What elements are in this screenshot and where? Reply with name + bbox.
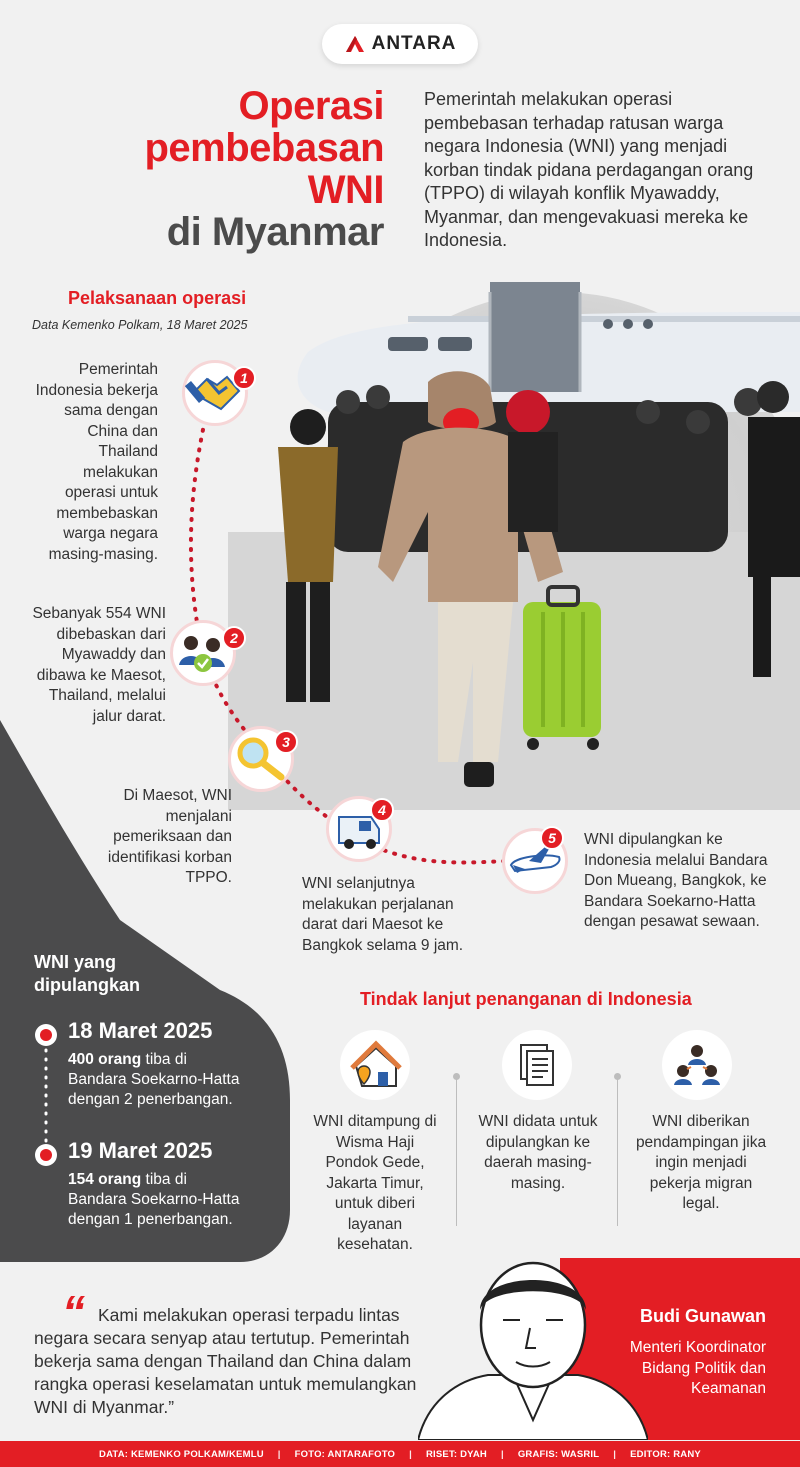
return-date-2: 19 Maret 2025 — [68, 1138, 213, 1163]
step-1-number: 1 — [232, 366, 256, 390]
step-5-text: WNI dipulangkan ke Indonesia melalui Bandara Don Mueang, Bangkok, ke Bandara Soekarno-Hatta dengan pesawat sewaan. — [584, 831, 768, 930]
timeline-dot-2 — [35, 1144, 57, 1166]
step-2-text: Sebanyak 554 WNI dibebaskan dari Myawaddy dan dibawa ke Maesot, Thailand, melalui jalur darat. — [32, 605, 166, 725]
return-count-1: 400 orang — [68, 1051, 142, 1068]
credit-editor: EDITOR: RANY — [630, 1448, 701, 1460]
credit-research: RISET: DYAH — [425, 1448, 487, 1460]
followup-1-text: WNI ditampung di Wisma Haji Pondok Gede, Jakarta Timur, untuk diberi layanan kesehatan. — [313, 1113, 437, 1253]
return-desc-1-line-1: tiba di — [141, 1051, 187, 1068]
followup-3-icon-circle — [662, 1030, 732, 1100]
credit-separator: | — [409, 1448, 412, 1460]
title-line-3: WNI — [307, 168, 384, 212]
followup-divider-1 — [456, 1076, 457, 1226]
credit-photo: FOTO: ANTARAFOTO — [294, 1448, 396, 1460]
documents-icon — [507, 1035, 567, 1095]
followup-section-title: Tindak lanjut penanganan di Indonesia — [360, 989, 692, 1009]
step-5-number: 5 — [540, 826, 564, 850]
quote-mark: “ — [62, 1286, 85, 1338]
evacuation-photo — [228, 282, 800, 810]
followup-1-icon-circle — [340, 1030, 410, 1100]
step-3-number: 3 — [274, 730, 298, 754]
return-desc-1-line-2: Bandara Soekarno-Hatta — [68, 1071, 240, 1088]
credit-separator: | — [613, 1448, 617, 1460]
return-desc-2-line-3: dengan 1 penerbangan. — [68, 1211, 233, 1228]
person-name: Budi Gunawan — [640, 1306, 766, 1326]
followup-3-text: WNI diberikan pendampingan jika ingin menjadi pekerja migran legal. — [635, 1113, 767, 1212]
return-date-1: 18 Maret 2025 — [68, 1018, 213, 1043]
timeline-dot-1 — [35, 1024, 57, 1046]
step-4-text: WNI selanjutnya melakukan perjalanan darat dari Maesot ke Bangkok selama 9 jam. — [302, 875, 464, 954]
returned-title-line-1: WNI yang — [34, 952, 117, 972]
quote-text: Kami melakukan operasi terpadu lintas negara secara senyap atau tertutup. Pemerintah bekerja sama dengan Thailand dan China dalam rangka operasi keselamatan untuk memulangkan WNI di Myanmar.” — [34, 1305, 417, 1417]
return-desc-2-line-2: Bandara Soekarno-Hatta — [68, 1191, 240, 1208]
step-2-number: 2 — [222, 626, 246, 650]
credit-graphics: GRAFIS: WASRIL — [517, 1448, 600, 1460]
credit-separator: | — [277, 1448, 281, 1460]
operation-section-title: Pelaksanaan operasi — [68, 288, 247, 308]
photo-illustration — [228, 282, 800, 810]
page-title — [110, 85, 384, 253]
step-4-number: 4 — [370, 798, 394, 822]
people-network-icon — [667, 1035, 727, 1095]
step-3-text: Di Maesot, WNI menjalani pemeriksaan dan identifikasi korban TPPO. — [107, 787, 232, 886]
followup-2-text: WNI didata untuk dipulangkan ke daerah masing-masing. — [478, 1113, 598, 1192]
step-1-text: Pemerintah Indonesia bekerja sama dengan China dan Thailand melakukan operasi untuk membebaskan warga negara masing-masing. — [35, 361, 158, 563]
return-desc-1-line-3: dengan 2 penerbangan. — [68, 1091, 233, 1108]
person-role: Menteri Koordinator Bidang Politik dan Keamanan — [629, 1339, 766, 1397]
followup-divider-2 — [617, 1076, 618, 1226]
title-line-2: pembebasan — [144, 126, 384, 170]
followup-2-icon-circle — [502, 1030, 572, 1100]
house-location-icon — [342, 1032, 408, 1098]
title-line-4: di Myanmar — [166, 210, 384, 254]
intro-paragraph: Pemerintah melakukan operasi pembebasan terhadap ratusan warga negara Indonesia (WNI) yang menjadi korban tindak pidana perdagangan orang (TPPO) di wilayah konflik Myawaddy, Myanmar, dan mengevakuasi mereka ke Indonesia. — [424, 89, 754, 250]
return-desc-1 — [68, 1050, 239, 1110]
credits-footer — [0, 1441, 800, 1467]
credit-data: DATA: KEMENKO POLKAM/KEMLU — [99, 1448, 264, 1460]
return-desc-2-line-1: tiba di — [141, 1171, 187, 1188]
antara-mark-icon — [344, 34, 366, 54]
credit-separator: | — [500, 1448, 504, 1460]
logo-text: ANTARA — [371, 33, 457, 54]
return-desc-2 — [68, 1170, 239, 1230]
operation-source: Data Kemenko Polkam, 18 Maret 2025 — [32, 318, 248, 332]
returned-section-title — [34, 951, 140, 997]
return-count-2: 154 orang — [68, 1171, 142, 1188]
returned-title-line-2: dipulangkan — [34, 975, 141, 995]
title-line-1: Operasi — [238, 84, 384, 128]
antara-logo — [322, 24, 478, 64]
